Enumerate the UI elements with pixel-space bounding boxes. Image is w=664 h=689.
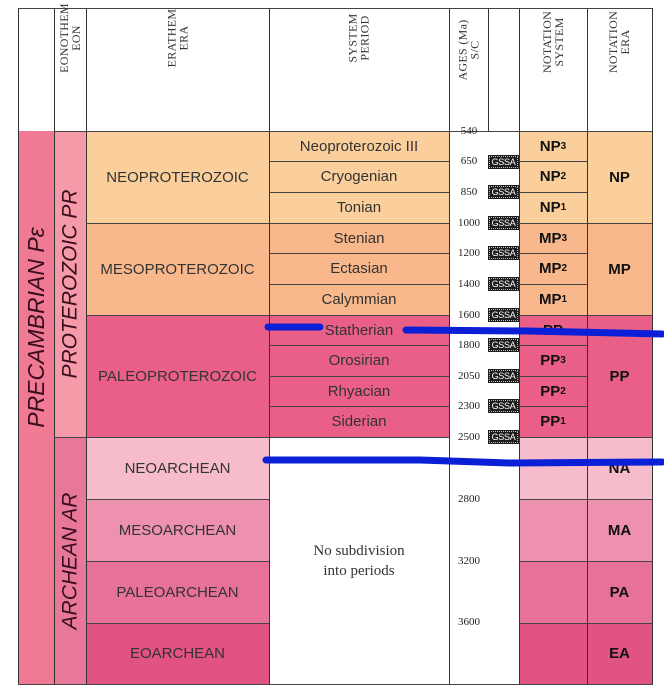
era-mesoarchean: MESOARCHEAN: [118, 521, 237, 539]
notation-era-pp: PP: [609, 367, 630, 385]
age-3600: 3600: [458, 616, 480, 628]
period-ectasian: Ectasian: [330, 260, 388, 277]
period-siderian: Siderian: [331, 413, 387, 430]
age-1600: 1600: [458, 309, 480, 321]
annotation-line-statherian-right: [406, 330, 662, 334]
era-eoarchean: EOARCHEAN: [129, 645, 226, 662]
period-statherian: Statherian: [324, 321, 394, 339]
notation-np2: NP 2: [539, 168, 567, 185]
age-2300: 2300: [458, 400, 480, 412]
notation-era-ea: EA: [609, 645, 630, 662]
age-1400: 1400: [458, 278, 480, 290]
age-540: 540: [460, 125, 478, 137]
gssa-1000: GSSA: [488, 216, 519, 230]
period-rhyacian: Rhyacian: [327, 382, 391, 400]
age-1200: 1200: [458, 247, 480, 259]
period-cryogenian: Cryogenian: [320, 168, 398, 185]
notation-mp2: MP 2: [538, 260, 568, 277]
age-2050: 2050: [458, 370, 480, 382]
notation-era-mp: MP: [608, 260, 631, 278]
age-1800: 1800: [458, 339, 480, 351]
notation-era-ma: MA: [607, 521, 632, 539]
age-2800: 2800: [458, 493, 480, 505]
notation-np1: NP 1: [539, 199, 567, 216]
notation-era-pa: PA: [609, 583, 630, 601]
gssa-2500: GSSA: [488, 430, 519, 444]
header-eonothem: EONOTHEM EON: [57, 2, 84, 73]
notation-pp3: PP 3: [540, 352, 566, 369]
notation-np3: NP 3: [539, 137, 567, 155]
header-system: SYSTEM PERIOD: [346, 12, 372, 63]
era-neoarchean: NEOARCHEAN: [124, 459, 231, 477]
period-stenian: Stenian: [333, 229, 385, 247]
age-2500: 2500: [458, 431, 480, 443]
period-neoproterozoic-iii: Neoproterozoic III: [299, 137, 419, 155]
notation-mp1: MP 1: [538, 291, 568, 308]
notation-mp3: MP 3: [538, 229, 568, 247]
gssa-1800: GSSA: [488, 338, 519, 352]
era-mesoproterozoic: MESOPROTEROZOIC: [100, 260, 255, 278]
no-subdivision-note: No subdivision into periods: [313, 542, 405, 579]
age-850: 850: [460, 186, 478, 198]
gssa-1200: GSSA: [488, 246, 519, 260]
header-notation-system: NOTATION SYSTEM: [539, 10, 566, 73]
annotation-line-archean-boundary: [266, 460, 662, 463]
proterozoic-label: PROTEROZOIC PR: [58, 189, 82, 379]
period-tonian: Tonian: [336, 199, 382, 216]
notation-pp2: PP 2: [540, 382, 566, 400]
era-paleoproterozoic: PALEOPROTEROZOIC: [98, 367, 257, 385]
gssa-1400: GSSA: [488, 277, 519, 291]
age-1000: 1000: [458, 217, 480, 229]
period-orosirian: Orosirian: [328, 352, 390, 369]
notation-pp1: PP 1: [540, 413, 566, 430]
notation-pp4: PP: [542, 321, 563, 339]
header-notation-era: NOTATION ERA: [606, 10, 633, 73]
gssa-2300: GSSA: [488, 399, 519, 413]
precambrian-label: PRECAMBRIAN Pε: [22, 227, 49, 428]
period-calymmian: Calymmian: [321, 291, 397, 308]
gssa-2050: GSSA: [488, 369, 519, 383]
notation-era-na: NA: [608, 459, 631, 477]
notation-era-np: NP: [609, 168, 630, 186]
age-650: 650: [460, 155, 478, 167]
gssa-1600: GSSA: [488, 308, 519, 322]
archean-label: ARCHEAN AR: [58, 492, 82, 629]
header-ages: AGES (Ma) S/C: [455, 18, 482, 81]
age-3200: 3200: [458, 555, 480, 567]
gssa-850: GSSA: [488, 185, 519, 199]
header-erathem: ERATHEM ERA: [164, 8, 191, 67]
gssa-650: GSSA: [488, 155, 519, 169]
era-paleoarchean: PALEOARCHEAN: [116, 583, 239, 601]
era-neoproterozoic: NEOPROTEROZOIC: [106, 168, 249, 186]
